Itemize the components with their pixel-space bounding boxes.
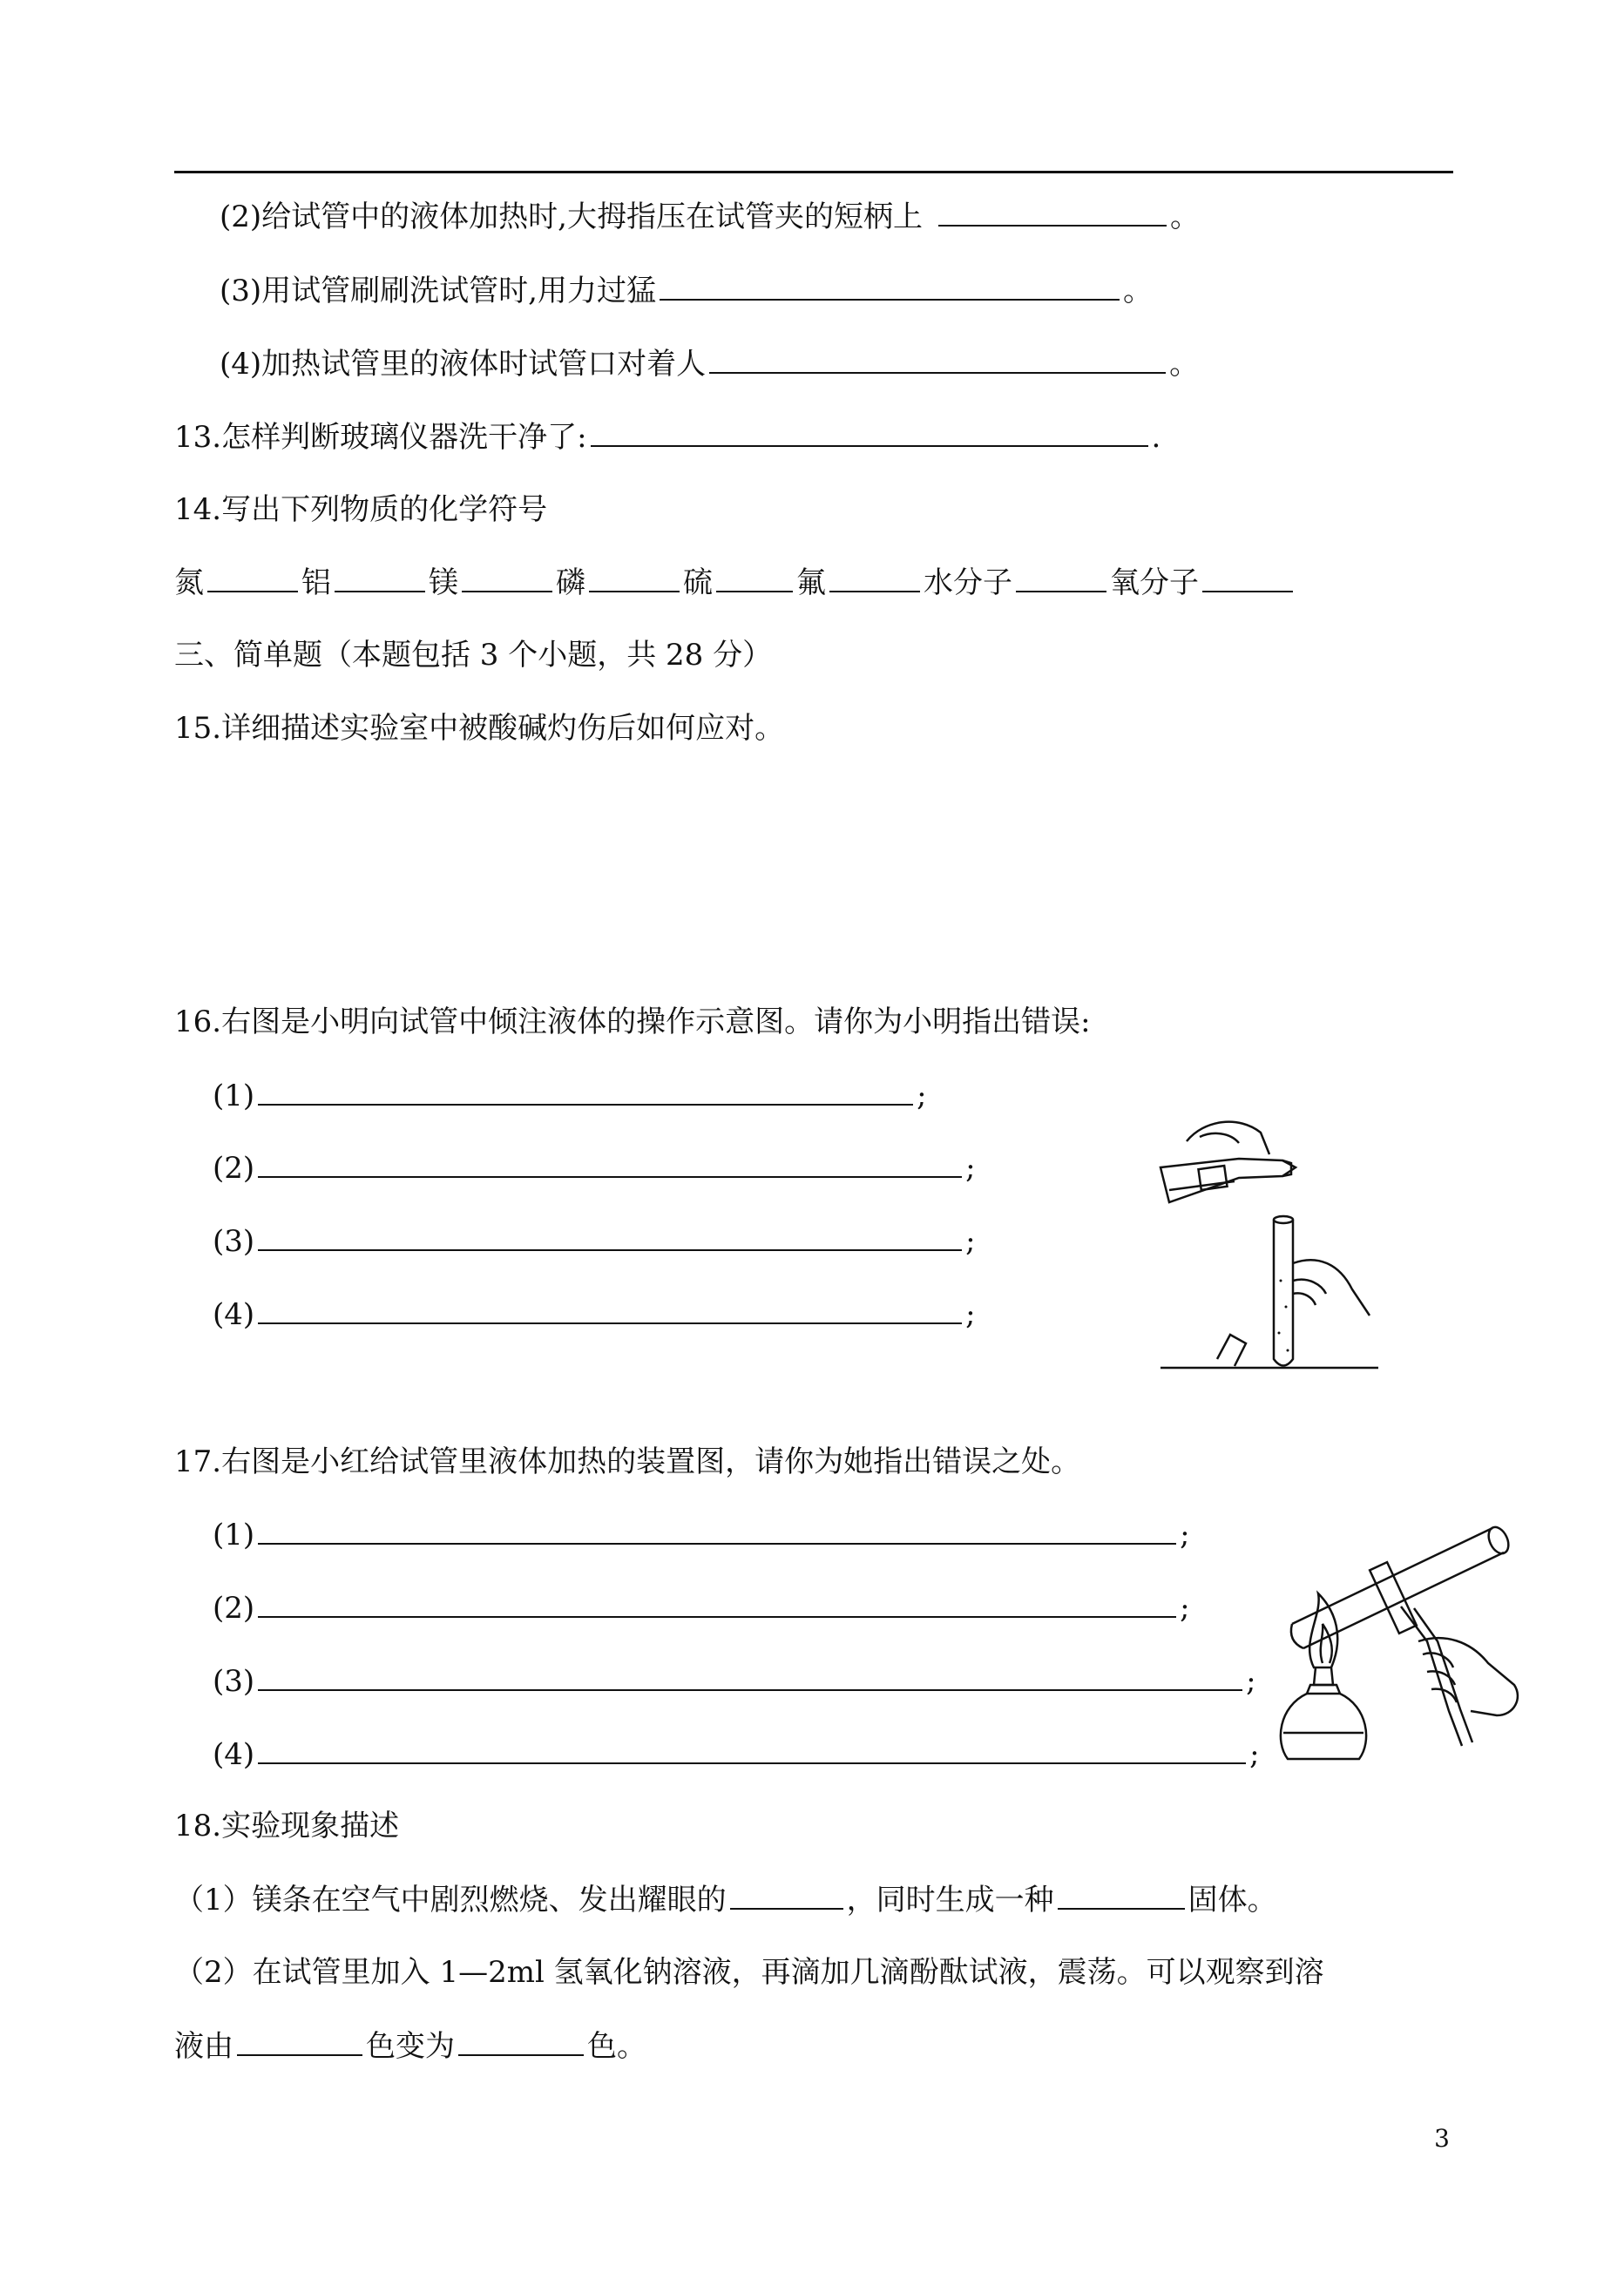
- q15: [174, 711, 784, 746]
- q12-item-2: [220, 199, 1200, 234]
- q17-answer-1: [213, 1517, 1190, 1552]
- answer-blank[interactable]: [1202, 565, 1293, 592]
- answer-blank[interactable]: [237, 2028, 362, 2056]
- word-fluorine: 氟: [796, 565, 826, 600]
- q13-text: 13.怎样判断玻璃仪器洗干净了:: [174, 420, 587, 455]
- page-number: 3: [1434, 2124, 1450, 2153]
- answer-blank[interactable]: [258, 1078, 913, 1106]
- semicolon: ;: [1180, 1591, 1190, 1626]
- word-sulfur: 硫: [683, 565, 713, 600]
- answer-blank[interactable]: [458, 2028, 584, 2056]
- period: 。: [1169, 347, 1200, 382]
- answer-blank[interactable]: [589, 565, 680, 592]
- q12-4-text: (4)加热试管里的液体时试管口对着人: [220, 347, 707, 382]
- answer-blank[interactable]: [591, 419, 1148, 447]
- q16-answer-4: [213, 1296, 976, 1332]
- q18-1-text-c: 固体。: [1188, 1883, 1277, 1918]
- q15-text: 15.详细描述实验室中被酸碱灼伤后如何应对。: [174, 711, 785, 746]
- q12-3-text: (3)用试管刷刷洗试管时,用力过猛: [220, 274, 656, 308]
- semicolon: ;: [1249, 1737, 1260, 1772]
- semicolon: ;: [965, 1151, 976, 1186]
- q18-2-text-b1: 液由: [174, 2029, 233, 2064]
- q17-answer-2: [213, 1590, 1190, 1626]
- answer-blank[interactable]: [258, 1296, 962, 1324]
- semicolon: ;: [1180, 1518, 1190, 1552]
- period: 。: [1122, 274, 1153, 308]
- word-nitrogen: 氮: [174, 565, 204, 600]
- semicolon: ;: [965, 1297, 976, 1332]
- q18-1-text-a: （1）镁条在空气中剧烈燃烧、发出耀眼的: [174, 1883, 727, 1918]
- q12-item-3: [220, 273, 1153, 308]
- label: (1): [213, 1079, 255, 1113]
- q14-text: 14.写出下列物质的化学符号: [174, 492, 548, 527]
- q18-2-text-b2: 色变为: [366, 2029, 455, 2064]
- answer-blank[interactable]: [938, 199, 1167, 227]
- label: (4): [213, 1737, 255, 1772]
- q12-item-4: [220, 346, 1199, 382]
- answer-blank[interactable]: [462, 565, 552, 592]
- q17-text: 17.右图是小红给试管里液体加热的装置图，请你为她指出错误之处。: [174, 1444, 1081, 1479]
- label: (2): [213, 1591, 255, 1626]
- word-water-molecule: 水分子: [924, 565, 1012, 600]
- hand-outline: [1187, 1122, 1269, 1154]
- answer-blank[interactable]: [207, 565, 298, 592]
- heating-tube-drawing: [1253, 1511, 1540, 1772]
- q16: [174, 1004, 1091, 1039]
- answer-blank[interactable]: [335, 565, 425, 592]
- alcohol-lamp: [1281, 1694, 1366, 1759]
- pouring-liquid-figure: [1152, 1106, 1387, 1376]
- q16-answer-2: [213, 1150, 976, 1186]
- q18-1-text-b: ，同时生成一种: [846, 1883, 1054, 1918]
- answer-blank[interactable]: [1016, 565, 1106, 592]
- q17: [174, 1444, 1080, 1479]
- reagent-bottle: [1160, 1159, 1296, 1202]
- answer-blank[interactable]: [660, 273, 1120, 301]
- answer-blank[interactable]: [258, 1517, 1176, 1545]
- section-3-heading: [174, 638, 772, 673]
- label: (3): [213, 1664, 255, 1699]
- label: (4): [213, 1297, 255, 1332]
- pouring-liquid-drawing: [1152, 1106, 1387, 1376]
- answer-blank[interactable]: [829, 565, 920, 592]
- word-phosphorus: 磷: [556, 565, 585, 600]
- semicolon: ;: [965, 1224, 976, 1259]
- semicolon: ;: [1246, 1664, 1256, 1699]
- label: (3): [213, 1224, 255, 1259]
- test-tube: [1274, 1220, 1293, 1366]
- semicolon: ;: [917, 1079, 927, 1113]
- holding-hand: [1418, 1638, 1518, 1715]
- q12-2-text: (2)给试管中的液体加热时,大拇指压在试管夹的短柄上: [220, 200, 923, 234]
- answer-blank[interactable]: [258, 1736, 1246, 1764]
- q18-text: 18.实验现象描述: [174, 1809, 400, 1843]
- q18-item-2-cont: [174, 2028, 646, 2064]
- answer-blank[interactable]: [709, 346, 1166, 374]
- q17-answer-4: [213, 1736, 1260, 1772]
- heating-tube-figure: [1253, 1511, 1540, 1772]
- q18: [174, 1809, 399, 1843]
- q14-symbols-row: [174, 565, 1296, 600]
- q16-answer-3: [213, 1223, 976, 1259]
- q16-answer-1: [213, 1078, 927, 1113]
- word-oxygen-molecule: 氧分子: [1110, 565, 1199, 600]
- period: 。: [1169, 200, 1200, 234]
- q13: [174, 419, 1160, 455]
- word-aluminum: 铝: [301, 565, 331, 600]
- dot: .: [1151, 420, 1161, 455]
- label: (2): [213, 1151, 255, 1186]
- section-3-text: 三、简单题（本题包括 3 个小题，共 28 分）: [174, 638, 773, 673]
- q18-item-2: [174, 1955, 1324, 1990]
- answer-blank[interactable]: [258, 1150, 962, 1178]
- answer-blank[interactable]: [258, 1223, 962, 1251]
- stopper: [1217, 1335, 1246, 1366]
- q18-2-text-b3: 色。: [587, 2029, 646, 2064]
- holding-hand: [1293, 1260, 1370, 1316]
- header-rule: [174, 171, 1453, 173]
- q18-2-text-a: （2）在试管里加入 1—2ml 氢氧化钠溶液，再滴加几滴酚酞试液，震荡。可以观察到溶: [174, 1955, 1324, 1990]
- q17-answer-3: [213, 1663, 1256, 1699]
- answer-blank[interactable]: [258, 1663, 1242, 1691]
- q16-text: 16.右图是小明向试管中倾注液体的操作示意图。请你为小明指出错误:: [174, 1004, 1091, 1039]
- answer-blank[interactable]: [258, 1590, 1176, 1618]
- label: (1): [213, 1518, 255, 1552]
- answer-blank[interactable]: [1058, 1882, 1185, 1910]
- word-magnesium: 镁: [429, 565, 458, 600]
- answer-blank[interactable]: [716, 565, 793, 592]
- q14: [174, 492, 547, 527]
- q18-item-1: [174, 1882, 1277, 1918]
- lamp-wick-holder: [1314, 1667, 1333, 1685]
- answer-blank[interactable]: [730, 1882, 843, 1910]
